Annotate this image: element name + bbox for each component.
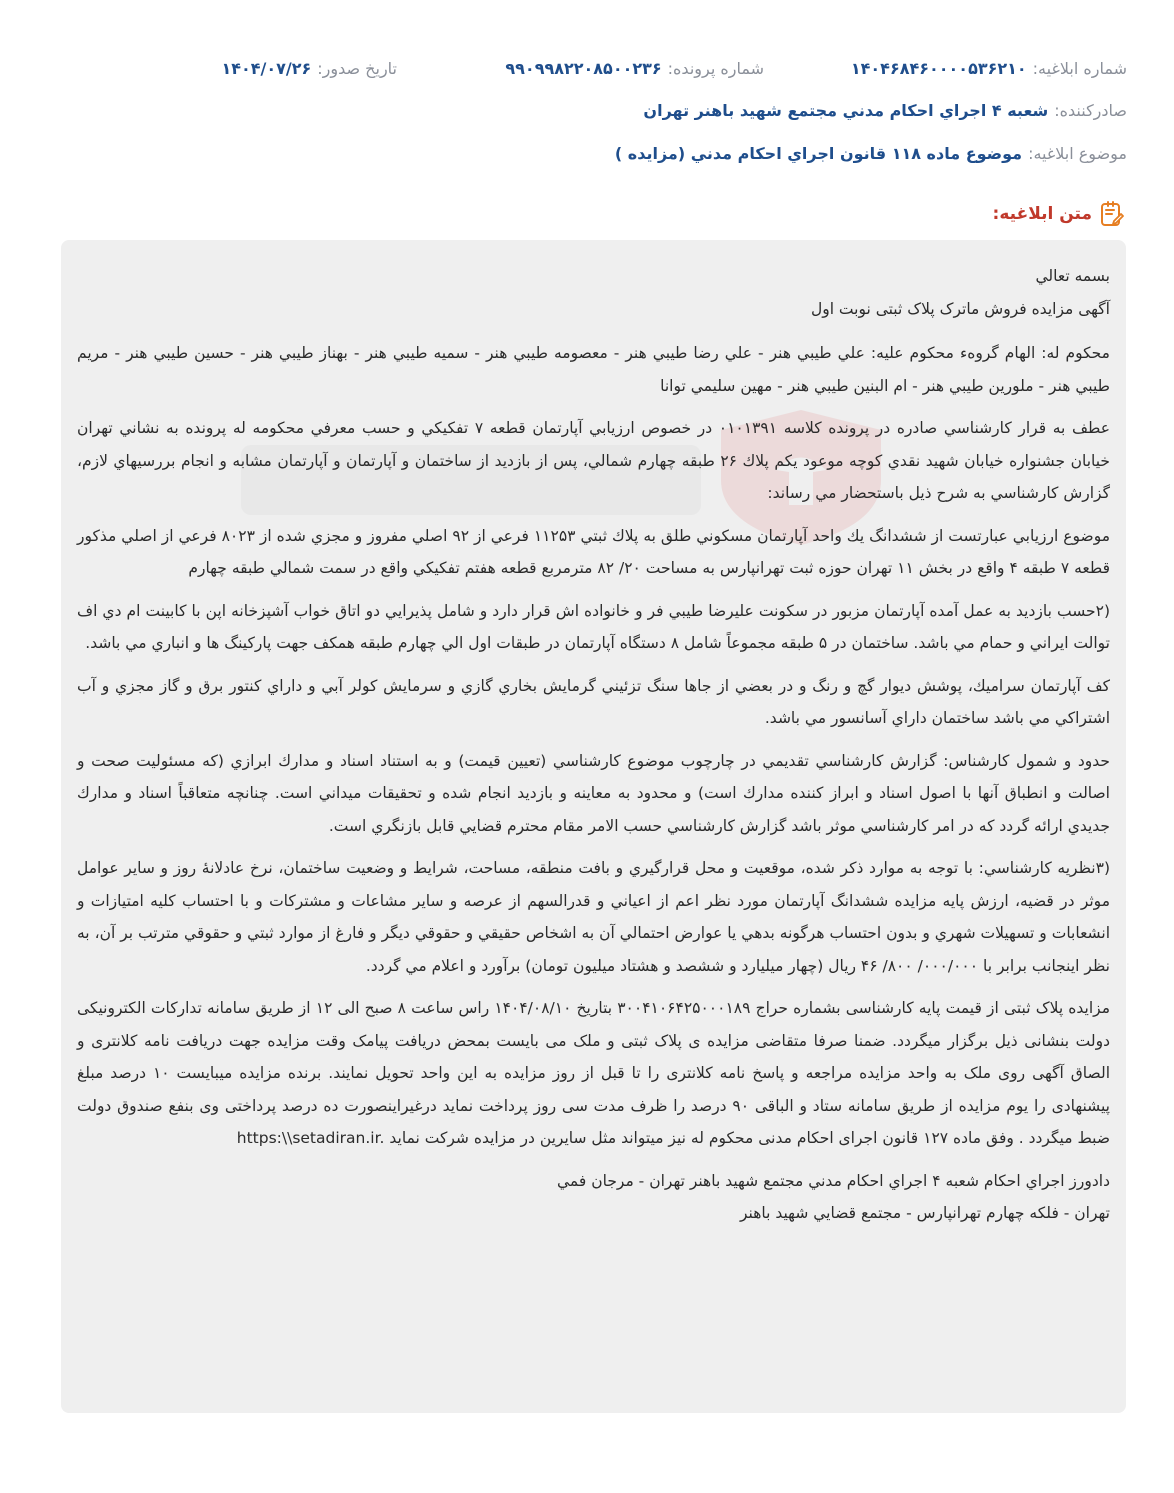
basmala: بسمه تعالي [1035, 267, 1110, 285]
setad-link[interactable]: https:\\setadiran.ir. [236, 1129, 385, 1147]
meta-row-subject [47, 142, 1127, 166]
reference-paragraph: عطف به قرار کارشناسي صادره در پرونده کلاسه ۰۱۰۱۳۹۱ در خصوص ارزيابي آپارتمان قطعه ۷ تفکيکي و حسب معرفي محکومه له پرونده به نشاني تهران خيابان جشنواره خيابان شهيد نقدي کوچه موعود يکم پلاك ۲۶ طبقه چهارم شمالي، پس از بازديد از ساختمان و آپارتمان و آپارتمان مشابه و انجام بررسيهاي لازم، گزارش کارشناسي به شرح ذيل باستحضار مي رساند: [77, 419, 1111, 502]
issuer [643, 99, 1127, 123]
subject-label: موضوع ابلاغيه: [1028, 144, 1127, 163]
issuer-value: شعبه ۴ اجراي احکام مدني مجتمع شهيد باهنر تهران [643, 101, 1049, 120]
meta-row-issuer [47, 99, 1127, 123]
file-number-label: شماره پرونده: [667, 59, 764, 78]
notice-number [851, 57, 1127, 81]
issue-date-value: ۱۴۰۴/۰۷/۲۶ [221, 59, 312, 78]
file-number-value: ۹۹۰۹۹۸۲۲۰۸۵۰۰۲۳۶ [505, 59, 662, 78]
issue-date-label: تاريخ صدور: [317, 59, 397, 78]
signature-line: دادورز اجراي احکام شعبه ۴ اجراي احکام مدني مجتمع شهيد باهنر تهران - مرجان فمي [557, 1171, 1110, 1190]
notice-number-label: شماره ابلاغيه: [1032, 59, 1127, 78]
issuer-label: صادرکننده: [1054, 101, 1127, 120]
notice-number-value: ۱۴۰۴۶۸۴۶۰۰۰۰۵۳۶۲۱۰ [850, 59, 1027, 78]
appraisal-paragraph: (۳نظريه کارشناسي: با توجه به موارد ذکر شده، موقعيت و محل قرارگيري و بافت منطقه، مساحت، شرايط و وضعيت ساختمان، نرخ عادلانهٔ روز و ساير عوامل موثر در قضيه، ارزش پايه مزايده ششدانگ آپارتمان مورد نظر اعم از اعياني و قدرالسهم از عرصه و ساير مشاعات و مشترکات و با احتساب کليه امتيازات و انشعابات و تسهيلات شهري و بدون احتساب هرگونه بدهي يا عوارض احتمالي آن به اشخاص حقيقي و حقوقي ديگر و فارغ از موارد ثبتي و حقوقي مترتب بر آن، به نظر اينجانب برابر با ۰۰۰/۰۰۰/ ۸۰۰/ ۴۶ ريال (چهار ميليارد و ششصد و هشتاد ميليون تومان) برآورد و اعلام مي گردد. [77, 859, 1110, 975]
subject [615, 142, 1127, 166]
parties-paragraph: محکوم له: الهام گروهء محکوم عليه: علي طيبي هنر - علي رضا طيبي هنر - معصومه طيبي هنر - سميه طيبي هنر - بهناز طيبي هنر - حسين طيبي هنر - مريم طيبي هنر - ملورين طيبي هنر - ام البنين طيبي هنر - مهين سليمي توانا [77, 344, 1110, 395]
scope-paragraph: حدود و شمول کارشناس: گزارش کارشناسي تقديمي در چارچوب موضوع کارشناسي (تعيين قيمت) و به استناد اسناد و مدارك ابرازي (که مسئوليت صحت و اصالت و انطباق آنها با اصول اسناد و ابراز کننده مدارك است) و محدود به معاينه و بازديد انجام شده و تحقيقات ميداني است. چنانچه متعاقباً اسناد و مدارك جديدي ارائه گردد که در امر کارشناسي موثر باشد گزارش کارشناسي حسب الامر مقام محترم قضايي قابل بازنگري است. [77, 751, 1110, 835]
subject-paragraph: موضوع ارزيابي عبارتست از ششدانگ يك واحد آپارتمان مسکوني طلق به پلاك ثبتي ۱۱۲۵۳ فرعي از ۹۲ اصلي مفروز و مجزي شده از ۸۰۲۳ فرعي از اصلي مذکور قطعه ۷ طبقه ۴ واقع در بخش ۱۱ تهران حوزه ثبت تهرانپارس به مساحت ۲۰/ ۸۲ مترمربع قطعه هفتم تفکيکي واقع در سمت شمالي طبقه چهارم [77, 526, 1111, 577]
auction-paragraph [77, 992, 1110, 1155]
notice-text-title: متن ابلاغيه: [992, 204, 1092, 224]
file-number [505, 57, 764, 81]
finishing-paragraph: کف آپارتمان سراميك، پوشش ديوار گچ و رنگ و در بعضي از جاها سنگ تزئيني گرمايش بخاري گازي و سرمايش کولر آبي و داراي کنتور برق و گاز مجزي و آب اشتراکي مي باشد ساختمان داراي آسانسور مي باشد. [77, 676, 1110, 727]
notice-text-heading [993, 201, 1124, 227]
issue-date [221, 57, 397, 81]
address-line: تهران - فلکه چهارم تهرانپارس - مجتمع قضايي شهيد باهنر [740, 1204, 1110, 1222]
subject-value: موضوع ماده ۱۱۸ قانون اجراي احکام مدني (مزايده ) [614, 144, 1023, 163]
auction-text: مزایده پلاک ثبتی از قیمت پایه کارشناسی بشماره حراج ۳۰۰۴۱۰۶۴۲۵۰۰۰۱۸۹ بتاریخ ۱۴۰۴/۰۸/۱۰ راس ساعت ۸ صبح الی ۱۲ از طریق سامانه تدارکات الکترونیکی دولت بنشانی ذیل برگزار میگردد. ضمنا صرفا متقاضی مزایده ی پلاک ثبتی و ملک می بایست بمحض دریافت پیامک وقت مزایده جهت دریافت نامه کلانتری و الصاق آگهی روی ملک به واحد مزایده مراجعه و پاسخ نامه کلانتری را تا قبل از روز مزایده به این واحد تحویل نمایند. برنده مزایده میبایست ۱۰ درصد مبلغ پیشنهادی را یوم مزایده از طریق سامانه ستاد و الباقی ۹۰ درصد را ظرف مدت سی روز پرداخت نماید درغیراینصورت ده درصد پرداختی وی بنفع صندوق دولت ضبط میگردد . وفق ماده ۱۲۷ قانون اجرای احکام مدنی محکوم له نیز میتواند مثل سایرین در مزایده شرکت نماید [77, 999, 1111, 1147]
notice-text-box [61, 240, 1126, 1413]
notice-heading: آگهی مزایده فروش ماترک پلاک ثبتی نوبت اول [810, 299, 1110, 318]
document-icon [1100, 201, 1124, 227]
inspection-paragraph: (۲حسب بازديد به عمل آمده آپارتمان مزبور در سکونت عليرضا طيبي فر و خانواده اش قرار دارد و شامل پذيرايي دو اتاق خواب آشپزخانه اپن با کابينت ام دي اف توالت ايراني و حمام مي باشد. ساختمان در ۵ طبقه مجموعاً شامل ۸ دستگاه آپارتمان در طبقات اول الي چهارم طبقه همکف جهت پارکينگ ها و انباري مي باشد. [77, 601, 1110, 652]
